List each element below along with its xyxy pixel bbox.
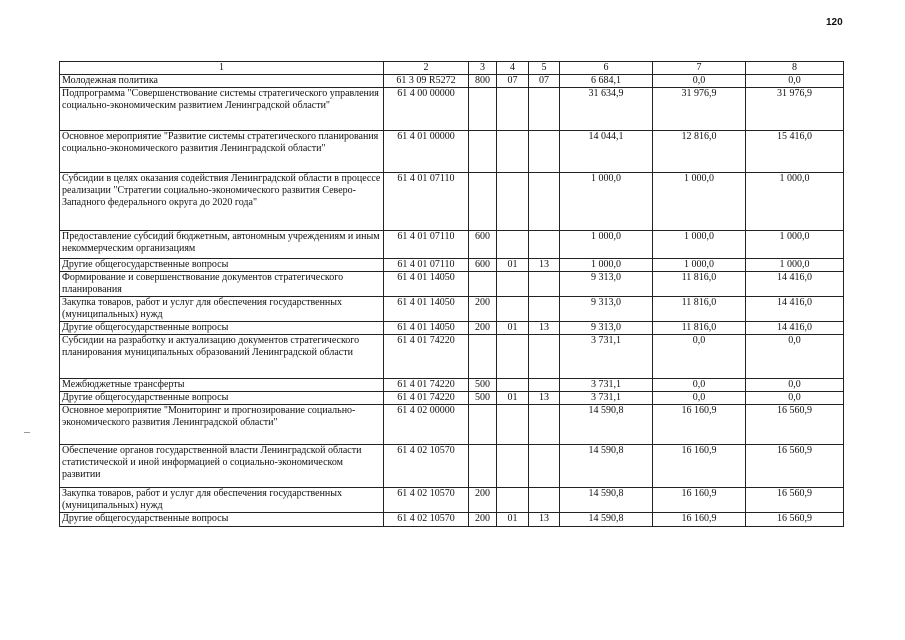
table-row <box>60 75 844 88</box>
scan-edge-mark <box>24 432 30 433</box>
amount-year-3-cell: 16 560,9 <box>746 445 844 488</box>
amount-year-2-cell: 1 000,0 <box>653 173 746 231</box>
table-row <box>60 88 844 131</box>
row-name-cell: Межбюджетные трансферты <box>60 379 384 392</box>
expense-type-cell: 200 <box>469 297 497 322</box>
amount-year-1-cell: 31 634,9 <box>560 88 653 131</box>
header-cell: 4 <box>497 62 529 75</box>
target-code-cell: 61 4 02 10570 <box>384 513 469 527</box>
amount-year-3-cell: 16 560,9 <box>746 405 844 445</box>
amount-year-2-cell: 16 160,9 <box>653 513 746 527</box>
row-name-cell: Закупка товаров, работ и услуг для обеспечения государственных (муниципальных) нужд <box>60 488 384 513</box>
subsection-cell <box>529 379 560 392</box>
section-cell <box>497 231 529 259</box>
row-name-cell: Субсидии в целях оказания содействия Ленинградской области в процессе реализации "Стратегии социально-экономического развития Северо-Западного федерального округа до 2020 года" <box>60 173 384 231</box>
expense-type-cell <box>469 335 497 379</box>
row-name-cell: Закупка товаров, работ и услуг для обеспечения государственных (муниципальных) нужд <box>60 297 384 322</box>
header-cell: 6 <box>560 62 653 75</box>
subsection-cell: 13 <box>529 322 560 335</box>
table-row <box>60 272 844 297</box>
amount-year-2-cell: 0,0 <box>653 335 746 379</box>
amount-year-2-cell: 0,0 <box>653 392 746 405</box>
expense-type-cell: 500 <box>469 379 497 392</box>
subsection-cell: 13 <box>529 259 560 272</box>
amount-year-2-cell: 11 816,0 <box>653 297 746 322</box>
subsection-cell <box>529 335 560 379</box>
section-cell <box>497 335 529 379</box>
amount-year-3-cell: 1 000,0 <box>746 231 844 259</box>
row-name-cell: Другие общегосударственные вопросы <box>60 259 384 272</box>
subsection-cell <box>529 173 560 231</box>
row-name-cell: Основное мероприятие "Мониторинг и прогнозирование социально-экономического развития Ленинградской области" <box>60 405 384 445</box>
header-cell: 2 <box>384 62 469 75</box>
subsection-cell <box>529 88 560 131</box>
expense-type-cell <box>469 272 497 297</box>
amount-year-2-cell: 0,0 <box>653 75 746 88</box>
table-row <box>60 335 844 379</box>
amount-year-3-cell: 16 560,9 <box>746 488 844 513</box>
expense-type-cell: 600 <box>469 231 497 259</box>
row-name-cell: Другие общегосударственные вопросы <box>60 513 384 527</box>
row-name-cell: Обеспечение органов государственной власти Ленинградской области статистической и иной информацией о социально-экономическом развитии <box>60 445 384 488</box>
target-code-cell: 61 4 02 10570 <box>384 488 469 513</box>
section-cell <box>497 488 529 513</box>
budget-allocation-table <box>59 61 844 527</box>
amount-year-2-cell: 11 816,0 <box>653 272 746 297</box>
amount-year-1-cell: 9 313,0 <box>560 272 653 297</box>
expense-type-cell: 200 <box>469 322 497 335</box>
row-name-cell: Формирование и совершенствование документов стратегического планирования <box>60 272 384 297</box>
table-row <box>60 488 844 513</box>
amount-year-1-cell: 3 731,1 <box>560 392 653 405</box>
row-name-cell: Подпрограмма "Совершенствование системы стратегического управления социально-экономическим развитием Ленинградской области" <box>60 88 384 131</box>
amount-year-1-cell: 14 590,8 <box>560 513 653 527</box>
target-code-cell: 61 3 09 R5272 <box>384 75 469 88</box>
target-code-cell: 61 4 01 07110 <box>384 231 469 259</box>
amount-year-1-cell: 1 000,0 <box>560 173 653 231</box>
subsection-cell <box>529 131 560 173</box>
amount-year-3-cell: 0,0 <box>746 392 844 405</box>
target-code-cell: 61 4 02 00000 <box>384 405 469 445</box>
amount-year-2-cell: 1 000,0 <box>653 259 746 272</box>
row-name-cell: Другие общегосударственные вопросы <box>60 322 384 335</box>
table-row <box>60 231 844 259</box>
amount-year-3-cell: 0,0 <box>746 75 844 88</box>
target-code-cell: 61 4 02 10570 <box>384 445 469 488</box>
table-row <box>60 322 844 335</box>
section-cell <box>497 131 529 173</box>
table-row <box>60 379 844 392</box>
section-cell <box>497 379 529 392</box>
expense-type-cell <box>469 445 497 488</box>
amount-year-3-cell: 0,0 <box>746 335 844 379</box>
table-row <box>60 173 844 231</box>
target-code-cell: 61 4 01 14050 <box>384 272 469 297</box>
expense-type-cell: 500 <box>469 392 497 405</box>
amount-year-2-cell: 31 976,9 <box>653 88 746 131</box>
amount-year-2-cell: 1 000,0 <box>653 231 746 259</box>
expense-type-cell <box>469 131 497 173</box>
amount-year-3-cell: 15 416,0 <box>746 131 844 173</box>
subsection-cell: 07 <box>529 75 560 88</box>
header-cell: 5 <box>529 62 560 75</box>
expense-type-cell: 600 <box>469 259 497 272</box>
table-row <box>60 513 844 527</box>
subsection-cell <box>529 488 560 513</box>
amount-year-2-cell: 16 160,9 <box>653 488 746 513</box>
amount-year-3-cell: 14 416,0 <box>746 272 844 297</box>
expense-type-cell: 200 <box>469 488 497 513</box>
target-code-cell: 61 4 01 00000 <box>384 131 469 173</box>
target-code-cell: 61 4 01 14050 <box>384 322 469 335</box>
section-cell <box>497 88 529 131</box>
expense-type-cell <box>469 173 497 231</box>
section-cell <box>497 405 529 445</box>
subsection-cell <box>529 445 560 488</box>
amount-year-3-cell: 1 000,0 <box>746 259 844 272</box>
target-code-cell: 61 4 01 14050 <box>384 297 469 322</box>
subsection-cell <box>529 297 560 322</box>
section-cell: 01 <box>497 513 529 527</box>
expense-type-cell <box>469 88 497 131</box>
expense-type-cell: 200 <box>469 513 497 527</box>
subsection-cell <box>529 405 560 445</box>
header-cell: 7 <box>653 62 746 75</box>
header-cell: 3 <box>469 62 497 75</box>
table-header-row <box>60 62 844 75</box>
subsection-cell <box>529 272 560 297</box>
amount-year-1-cell: 9 313,0 <box>560 322 653 335</box>
amount-year-1-cell: 1 000,0 <box>560 259 653 272</box>
amount-year-2-cell: 11 816,0 <box>653 322 746 335</box>
target-code-cell: 61 4 01 07110 <box>384 259 469 272</box>
subsection-cell: 13 <box>529 392 560 405</box>
section-cell: 01 <box>497 392 529 405</box>
header-cell: 1 <box>60 62 384 75</box>
amount-year-2-cell: 16 160,9 <box>653 405 746 445</box>
table-row <box>60 445 844 488</box>
amount-year-1-cell: 9 313,0 <box>560 297 653 322</box>
amount-year-2-cell: 16 160,9 <box>653 445 746 488</box>
subsection-cell: 13 <box>529 513 560 527</box>
amount-year-3-cell: 16 560,9 <box>746 513 844 527</box>
amount-year-3-cell: 14 416,0 <box>746 322 844 335</box>
amount-year-3-cell: 0,0 <box>746 379 844 392</box>
amount-year-2-cell: 0,0 <box>653 379 746 392</box>
amount-year-1-cell: 14 590,8 <box>560 405 653 445</box>
target-code-cell: 61 4 01 74220 <box>384 392 469 405</box>
target-code-cell: 61 4 01 74220 <box>384 335 469 379</box>
amount-year-3-cell: 31 976,9 <box>746 88 844 131</box>
target-code-cell: 61 4 00 00000 <box>384 88 469 131</box>
section-cell <box>497 272 529 297</box>
expense-type-cell <box>469 405 497 445</box>
amount-year-1-cell: 3 731,1 <box>560 379 653 392</box>
amount-year-3-cell: 1 000,0 <box>746 173 844 231</box>
table-row <box>60 392 844 405</box>
section-cell: 01 <box>497 259 529 272</box>
section-cell: 01 <box>497 322 529 335</box>
table-row <box>60 259 844 272</box>
table-row <box>60 405 844 445</box>
header-cell: 8 <box>746 62 844 75</box>
table-row <box>60 131 844 173</box>
amount-year-1-cell: 14 044,1 <box>560 131 653 173</box>
row-name-cell: Другие общегосударственные вопросы <box>60 392 384 405</box>
amount-year-1-cell: 14 590,8 <box>560 488 653 513</box>
section-cell: 07 <box>497 75 529 88</box>
amount-year-2-cell: 12 816,0 <box>653 131 746 173</box>
section-cell <box>497 445 529 488</box>
subsection-cell <box>529 231 560 259</box>
target-code-cell: 61 4 01 07110 <box>384 173 469 231</box>
section-cell <box>497 173 529 231</box>
amount-year-1-cell: 1 000,0 <box>560 231 653 259</box>
amount-year-1-cell: 6 684,1 <box>560 75 653 88</box>
expense-type-cell: 800 <box>469 75 497 88</box>
row-name-cell: Субсидии на разработку и актуализацию документов стратегического планирования муниципальных образований Ленинградской области <box>60 335 384 379</box>
row-name-cell: Основное мероприятие "Развитие системы стратегического планирования социально-экономического развития Ленинградской области" <box>60 131 384 173</box>
page-number: 120 <box>826 17 843 28</box>
section-cell <box>497 297 529 322</box>
amount-year-3-cell: 14 416,0 <box>746 297 844 322</box>
amount-year-1-cell: 14 590,8 <box>560 445 653 488</box>
row-name-cell: Молодежная политика <box>60 75 384 88</box>
row-name-cell: Предоставление субсидий бюджетным, автономным учреждениям и иным некоммерческим организациям <box>60 231 384 259</box>
amount-year-1-cell: 3 731,1 <box>560 335 653 379</box>
table-row <box>60 297 844 322</box>
target-code-cell: 61 4 01 74220 <box>384 379 469 392</box>
